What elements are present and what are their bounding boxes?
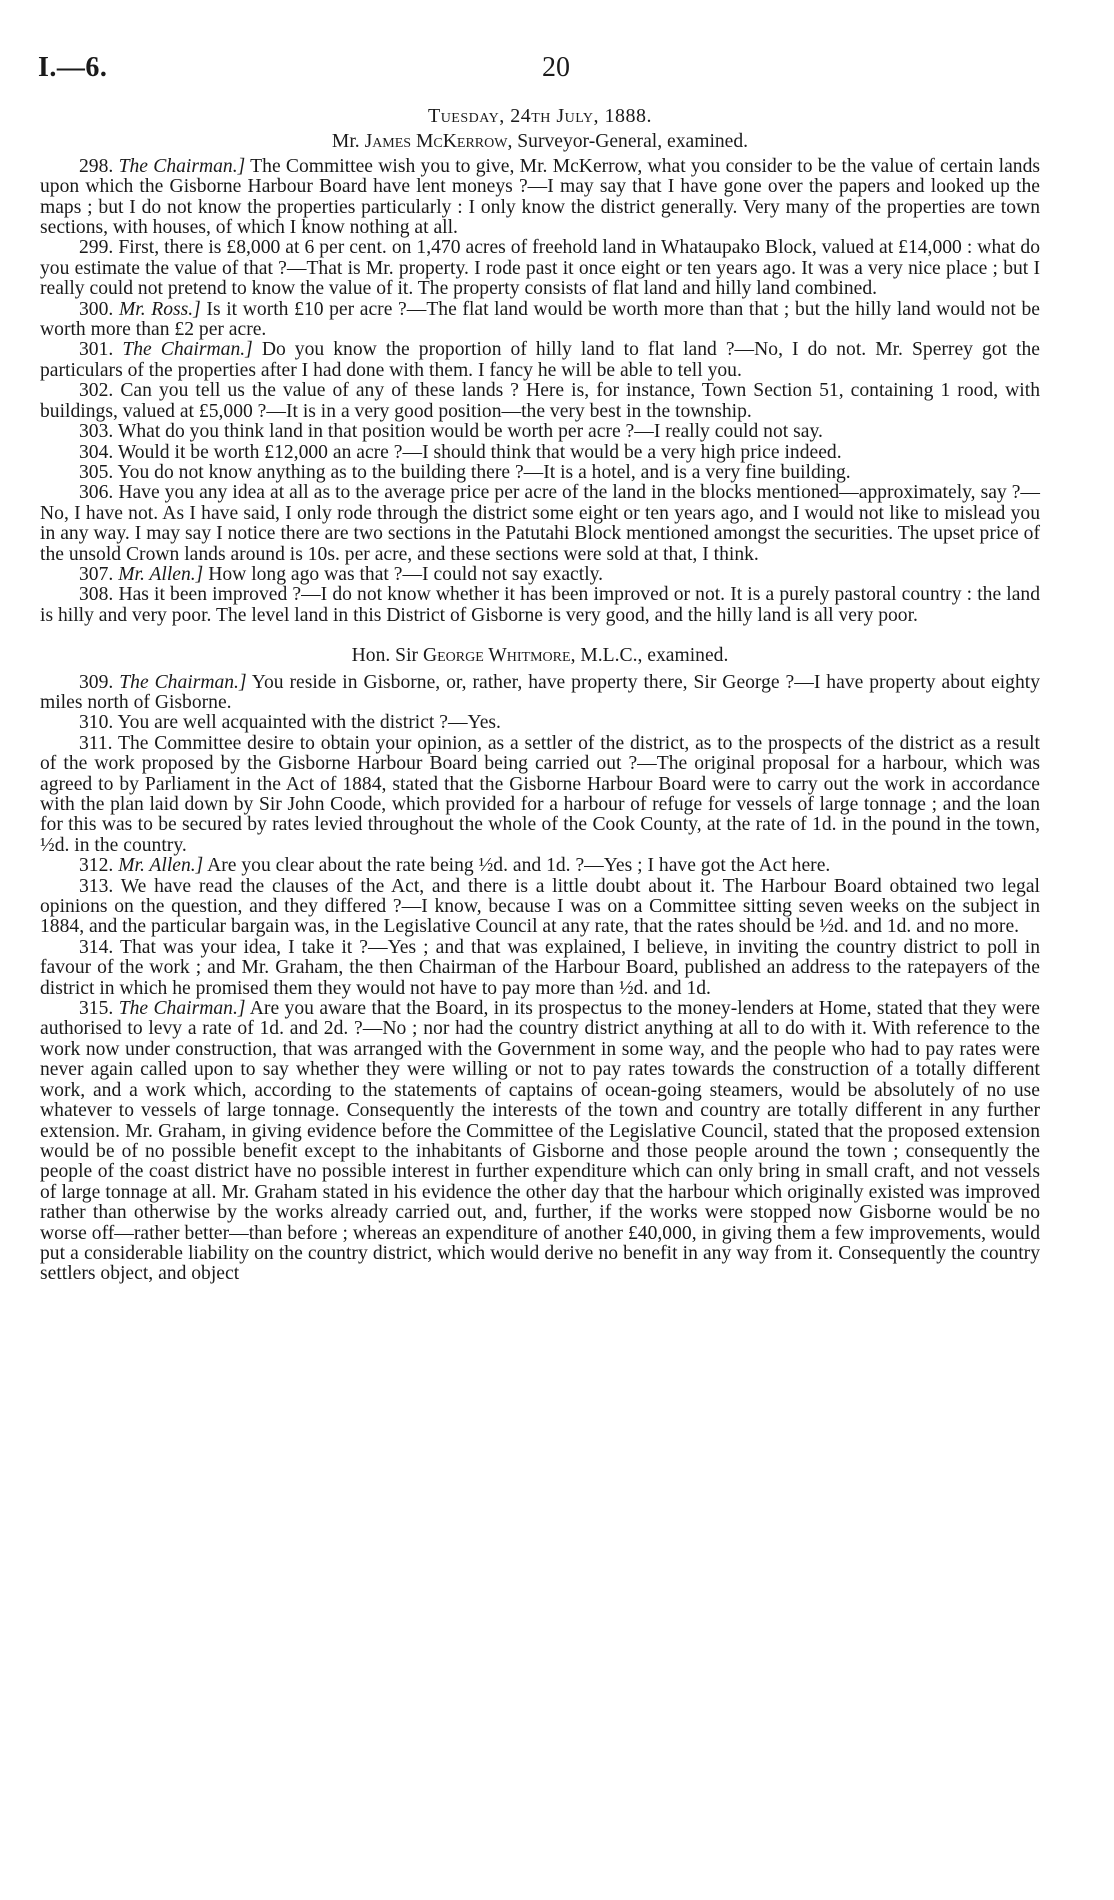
- testimony-paragraph: [40, 877, 1040, 938]
- testimony-text: Are you aware that the Board, in its prospectus to the money-lenders at Home, stated that they were authorised to levy a rate of 1d. and 2d. ?—No ; nor had the country district anything at all to do with it. With reference to the work now under construction, that was arranged with the Government in some way, and the people who had to pay rates were never again called upon to say whether they were willing or not to pay rates towards the construction of a totally different work, and a work which, according to the statements of captains of ocean-going steamers, would be absolutely of no use whatever to vessels of large tonnage. Consequently the interests of the town and country are totally different in any further extension. Mr. Graham, in giving evidence before the Committee of the Legislative Council, stated that the proposed extension would be of no possible benefit except to the inhabitants of Gisborne and those people around the town ; consequently the people of the coast district have no possible interest in further expenditure which can only bring in small craft, and not vessels of large tonnage at all. Mr. Graham stated in his evidence the other day that the harbour which originally existed was improved rather than otherwise by the works already carried out, and, further, if the works were stopped now Gisborne would be no worse off—rather better—than before ; whereas an expenditure of another £40,000, in giving them a few improvements, would put a considerable liability on the country district, which would derive no benefit in any way from it. Consequently the country settlers object, and object: [40, 998, 1040, 1285]
- question-number: 313.: [79, 875, 114, 897]
- testimony-paragraph: [40, 483, 1040, 565]
- question-number: 298.: [79, 155, 114, 177]
- question-number: 312.: [79, 855, 114, 877]
- testimony-paragraph: [40, 238, 1040, 299]
- speaker-label: Mr. Allen.]: [118, 855, 204, 877]
- testimony-text: Are you clear about the rate being ½d. and 1d. ?—Yes ; I have got the Act here.: [203, 855, 831, 877]
- testimony-paragraph: [40, 300, 1040, 341]
- testimony-paragraph: [40, 381, 1040, 422]
- testimony-text: We have read the clauses of the Act, and there is a little doubt about it. The Harbour Board obtained two legal opinions on the question, and they differed ?—I know, because I was on a Committee sitting seven weeks on the subject in 1884, and the particular bargain was, in the Legislative Council at any rate, that the rates should be ½d. and 1d. and no more.: [40, 875, 1040, 938]
- speaker-label: The Chairman.]: [118, 155, 246, 177]
- testimony-paragraph: [40, 565, 1040, 585]
- testimony-text: Can you tell us the value of any of these lands ? Here is, for instance, Town Section 51, containing 1 rood, with buildings, valued at £5,000 ?—It is in a very good position—the very best in the township.: [40, 380, 1040, 422]
- witness-suffix: , M.L.C., examined.: [570, 645, 729, 667]
- testimony-paragraph: [40, 713, 1040, 733]
- witness-heading-2: [40, 646, 1040, 666]
- testimony-paragraph: [40, 340, 1040, 381]
- testimony-paragraph: [40, 463, 1040, 483]
- testimony-text: You do not know anything as to the building there ?—It is a hotel, and is a very fine building.: [117, 461, 851, 483]
- question-number: 302.: [79, 380, 114, 402]
- question-number: 305.: [79, 461, 114, 483]
- testimony-text: First, there is £8,000 at 6 per cent. on 1,470 acres of freehold land in Whataupako Block, valued at £14,000 : what do you estimate the value of that ?—That is Mr. property. I rode past it once eight or ten years ago. It was a very nice place ; but I really could not pretend to know the value of it. The property consists of flat land and hilly land combined.: [40, 237, 1040, 300]
- question-number: 300.: [79, 298, 114, 320]
- speaker-label: The Chairman.]: [119, 671, 247, 693]
- testimony-paragraph: [40, 938, 1040, 999]
- witness-suffix: , Surveyor-General, examined.: [507, 131, 749, 153]
- testimony-text: How long ago was that ?—I could not say exactly.: [203, 563, 604, 585]
- testimony-text: The Committee wish you to give, Mr. McKerrow, what you consider to be the value of certain lands upon which the Gisborne Harbour Board have lent moneys ?—I may say that I have gone over the papers and looked up the maps ; but I do not know the properties particularly : I only know the district generally. Very many of the properties are town sections, with houses, of which I know nothing at all.: [40, 155, 1040, 239]
- question-number: 308.: [79, 584, 114, 606]
- date-heading: Tuesday, 24th July, 1888.: [427, 105, 653, 127]
- testimony-paragraph: [40, 443, 1040, 463]
- question-number: 311.: [79, 732, 113, 754]
- question-number: 314.: [79, 936, 114, 958]
- question-number: 303.: [79, 421, 114, 443]
- document-body: [40, 106, 1040, 1285]
- speaker-label: The Chairman.]: [118, 998, 246, 1020]
- page-id: I.—6.: [38, 52, 108, 83]
- page-number: 20: [542, 52, 570, 83]
- speaker-label: Mr. Allen.]: [118, 563, 204, 585]
- testimony-paragraph: [40, 856, 1040, 876]
- speaker-label: Mr. Ross.]: [118, 298, 201, 320]
- page-header: [38, 52, 1074, 92]
- question-number: 301.: [79, 339, 114, 361]
- question-number: 309.: [79, 671, 114, 693]
- testimony-text: Has it been improved ?—I do not know whether it has been improved or not. It is a purely pastoral country : the land is hilly and very poor. The level land in this District of Gisborne is very good, and the hilly land is all very poor.: [40, 584, 1041, 626]
- question-number: 310.: [79, 712, 114, 734]
- testimony-text: Have you any idea at all as to the average price per acre of the land in the blocks mentioned—approximately, say ?—No, I have not. As I have said, I only rode through the district some eight or ten years ago, and I would not like to mislead you in any way. I may say I notice there are two sections in the Patutahi Block mentioned amongst the securities. The upset price of the unsold Crown lands around is 10s. per acre, and these sections were sold at that, I think.: [40, 482, 1040, 565]
- examination-section-1: [40, 157, 1040, 626]
- testimony-text: That was your idea, I take it ?—Yes ; and that was explained, I believe, in inviting the country district to poll in favour of the work ; and Mr. Graham, the then Chairman of the Harbour Board, published an address to the ratepayers of the district in which he promised them they would not have to pay more than ½d. and 1d.: [40, 936, 1040, 999]
- testimony-paragraph: [40, 673, 1040, 714]
- question-number: 306.: [79, 482, 114, 504]
- testimony-paragraph: [40, 999, 1040, 1285]
- witness-name: James McKerrow: [364, 131, 508, 153]
- question-number: 307.: [79, 563, 114, 585]
- question-number: 304.: [79, 441, 114, 463]
- testimony-paragraph: [40, 157, 1040, 239]
- question-number: 315.: [79, 998, 114, 1020]
- testimony-text: You reside in Gisborne, or, rather, have property there, Sir George ?—I have property about eighty miles north of Gisborne.: [40, 671, 1040, 713]
- testimony-paragraph: [40, 585, 1040, 626]
- witness-heading-1: [40, 132, 1040, 152]
- testimony-paragraph: [40, 734, 1040, 856]
- testimony-paragraph: [40, 422, 1040, 442]
- witness-prefix: Hon. Sir: [351, 645, 423, 667]
- speaker-label: The Chairman.]: [122, 339, 253, 361]
- testimony-text: Would it be worth £12,000 an acre ?—I should think that would be a very high price indeed.: [117, 441, 842, 463]
- testimony-text: The Committee desire to obtain your opinion, as a settler of the district, as to the prospects of the district as a result of the work proposed by the Gisborne Harbour Board being carried out ?—The original proposal for a harbour, which was agreed to by Parliament in the Act of 1884, stated that the Gisborne Harbour Board were to carry out the work in accordance with the plan laid down by Sir John Coode, which provided for a harbour of refuge for vessels of large tonnage ; and the loan for this was to be secured by rates levied throughout the whole of the Cook County, at the rate of 1d. in the pound in the town, ½d. in the country.: [40, 732, 1041, 856]
- question-number: 299.: [79, 237, 114, 259]
- witness-name: George Whitmore: [422, 645, 571, 667]
- testimony-text: What do you think land in that position would be worth per acre ?—I really could not say.: [117, 421, 823, 443]
- testimony-text: Do you know the proportion of hilly land to flat land ?—No, I do not. Mr. Sperrey got the particulars of the properties after I had done with them. I fancy he will be able to tell you.: [40, 339, 1040, 381]
- testimony-text: You are well acquainted with the district ?—Yes.: [117, 712, 501, 734]
- examination-section-2: [40, 673, 1040, 1285]
- witness-prefix: Mr.: [331, 131, 365, 153]
- testimony-text: Is it worth £10 per acre ?—The flat land would be worth more than that ; but the hilly land would not be worth more than £2 per acre.: [40, 298, 1040, 341]
